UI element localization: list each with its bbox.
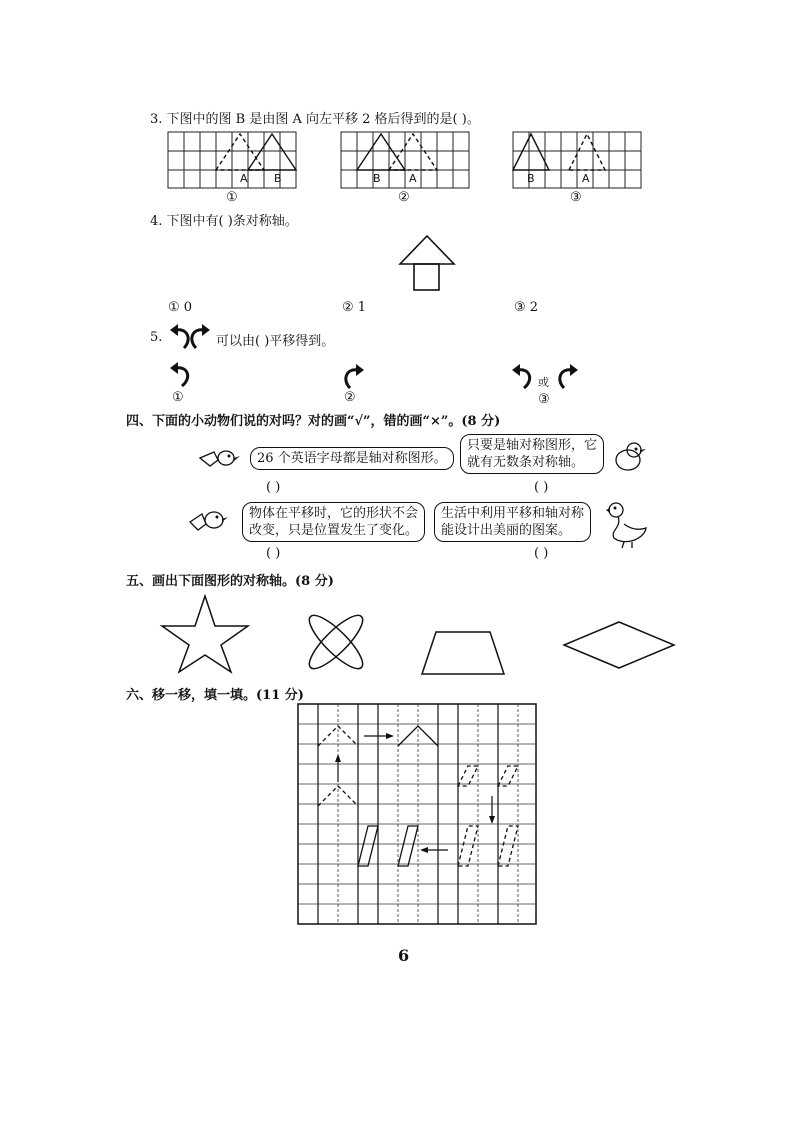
page-number: 6 <box>398 946 410 965</box>
bird-icon-2 <box>612 440 648 474</box>
q4-option-2[interactable]: ② 1 <box>342 300 367 315</box>
statement-4-answer[interactable]: ( ) <box>534 546 549 561</box>
right-curved-arrow-icon-2 <box>554 362 580 390</box>
q3-grid-2 <box>341 132 471 190</box>
q5-or-word: 或 <box>538 376 549 389</box>
section5-title: 五、画出下面图形的对称轴。(8 分) <box>126 574 334 589</box>
section4-title: 四、下面的小动物们说的对吗？对的画“√”，错的画“×”。(8 分) <box>126 414 501 429</box>
left-curved-arrow-icon <box>168 360 194 388</box>
q3-label-b-1: B <box>274 172 282 185</box>
speech-bubble-4 <box>434 502 591 542</box>
speech-bubble-1 <box>250 447 454 470</box>
section6-title: 六、移一移，填一填。(11 分) <box>126 688 304 703</box>
curved-arrow-pair-icon <box>166 322 214 352</box>
statement-1-text: 26 个英语字母都是轴对称图形。 <box>257 451 447 466</box>
trapezoid-shape <box>420 630 506 676</box>
statement-2-answer[interactable]: ( ) <box>534 480 549 495</box>
q4-option-1[interactable]: ① 0 <box>168 300 193 315</box>
arrow-house-shape <box>398 234 456 292</box>
q4-text: 4. 下图中有( )条对称轴。 <box>150 214 298 229</box>
statement-2-line2: 就有无数条对称轴。 <box>467 455 585 470</box>
q4-option-3[interactable]: ③ 2 <box>514 300 539 315</box>
statement-3-line2: 改变，只是位置发生了变化。 <box>249 523 419 538</box>
q3-label-a-1: A <box>240 172 248 185</box>
q3-label-a-3: A <box>582 172 590 185</box>
statement-4-line2: 能设计出美丽的图案。 <box>441 523 572 538</box>
statement-2-line1: 只要是轴对称图形，它 <box>467 438 598 453</box>
statement-4-line1: 生活中利用平移和轴对称 <box>441 506 585 521</box>
q3-label-a-2: A <box>409 172 417 185</box>
right-curved-arrow-icon <box>340 362 366 390</box>
left-curved-arrow-icon-2 <box>510 362 536 390</box>
duck-icon <box>604 500 650 550</box>
statement-3-line1: 物体在平移时，它的形状不会 <box>249 506 419 521</box>
four-petal-flower-shape <box>298 604 374 680</box>
q5-option-1[interactable]: ① <box>172 390 184 405</box>
rhombus-shape <box>562 620 676 670</box>
q5-prefix: 5. <box>150 330 163 345</box>
q5-text: 可以由( )平移得到。 <box>216 334 335 349</box>
translation-grid <box>298 704 538 928</box>
q3-option-1[interactable]: ① <box>226 190 238 205</box>
q3-option-3[interactable]: ③ <box>570 190 582 205</box>
bird-icon-1 <box>196 444 242 472</box>
statement-3-answer[interactable]: ( ) <box>266 546 281 561</box>
speech-bubble-3 <box>242 502 425 542</box>
q3-text: 3. 下图中的图 B 是由图 A 向左平移 2 格后得到的是( )。 <box>150 112 480 127</box>
q5-option-3[interactable]: ③ <box>538 392 550 407</box>
speech-bubble-2 <box>460 434 604 474</box>
bird-icon-3 <box>186 504 230 538</box>
q3-option-2[interactable]: ② <box>398 190 410 205</box>
q3-label-b-3: B <box>527 172 535 185</box>
star-shape <box>160 594 250 674</box>
q5-option-2[interactable]: ② <box>344 390 356 405</box>
q3-label-b-2: B <box>373 172 381 185</box>
statement-1-answer[interactable]: ( ) <box>266 480 281 495</box>
